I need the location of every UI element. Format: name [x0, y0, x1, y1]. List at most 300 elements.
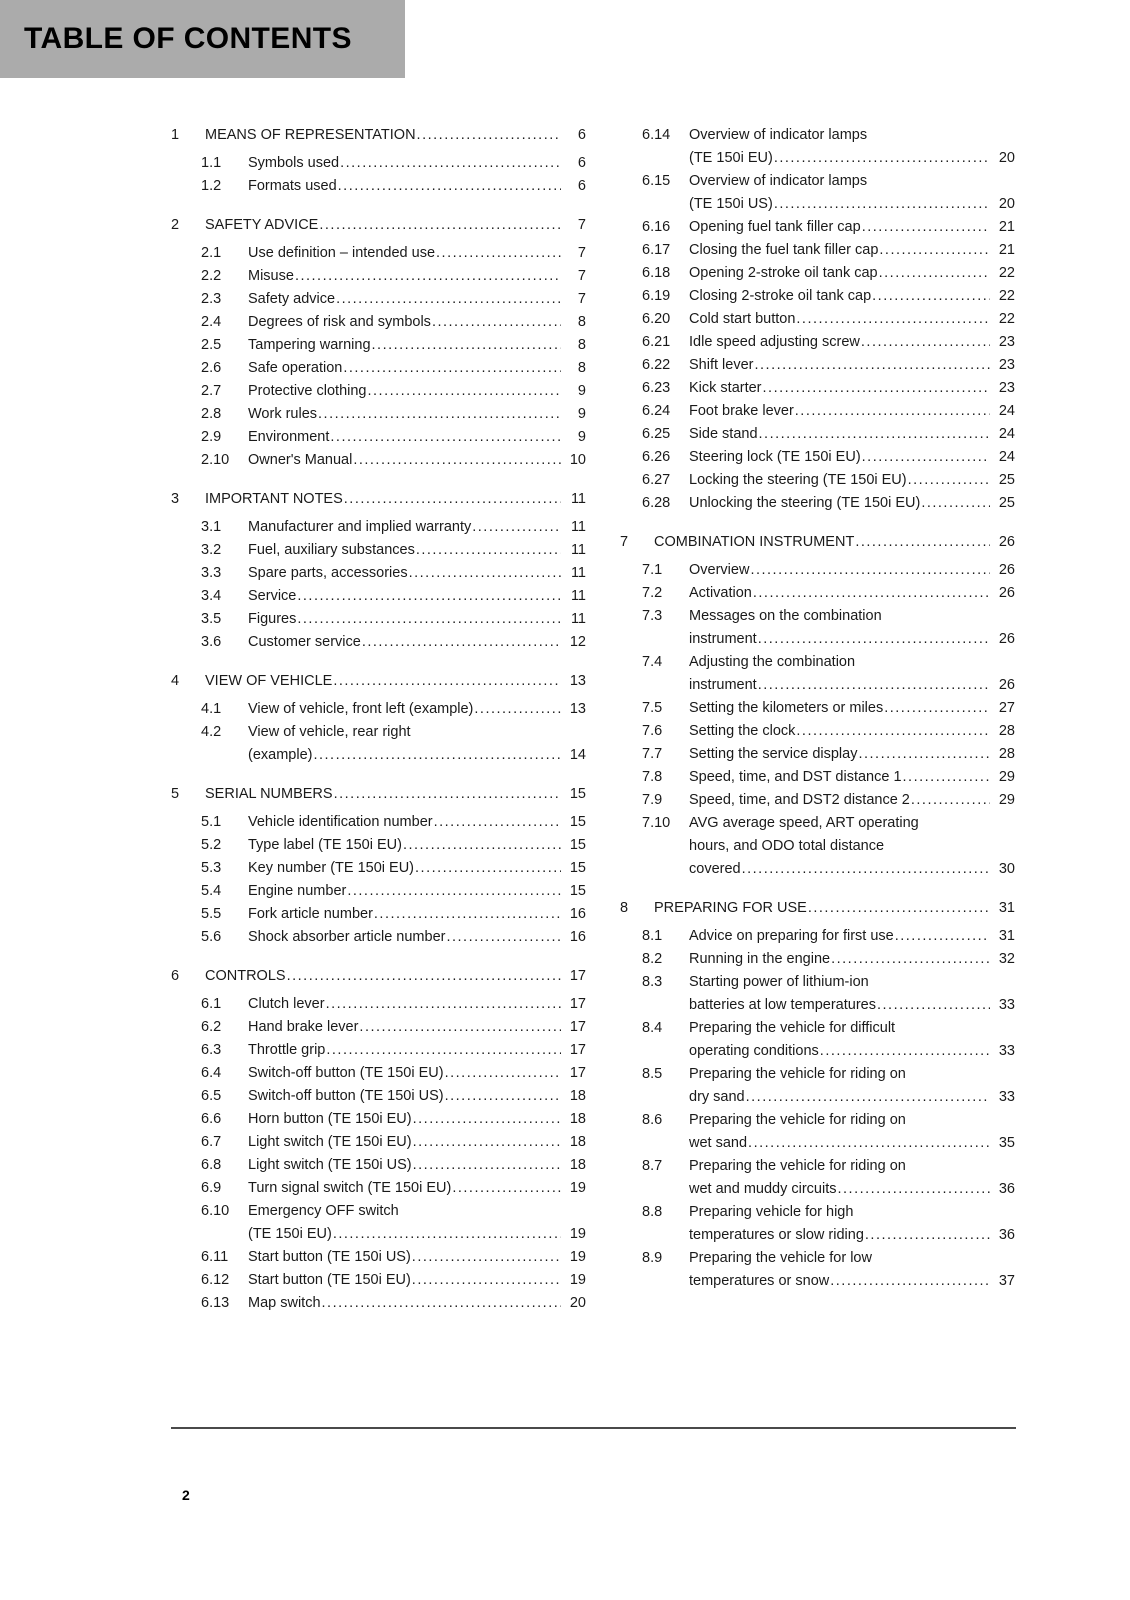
- toc-section-entry[interactable]: [171, 834, 586, 857]
- toc-section-entry[interactable]: [171, 539, 586, 562]
- toc-section-entry[interactable]: [171, 175, 586, 198]
- toc-section-entry[interactable]: [171, 857, 586, 880]
- toc-leader-line: [248, 562, 586, 585]
- toc-entry-page: 21: [998, 242, 1015, 258]
- toc-entry-page: 11: [570, 491, 586, 507]
- toc-entry-title: Idle speed adjusting screw: [689, 334, 860, 350]
- toc-entry-number: 6.13: [201, 1295, 230, 1311]
- toc-entry-title: Horn button (TE 150i EU): [248, 1111, 412, 1127]
- toc-entry-title-block: [248, 1062, 586, 1085]
- toc-entry-title-block: [248, 1154, 586, 1177]
- toc-section-entry[interactable]: [171, 1085, 586, 1108]
- toc-dot-leader: [336, 288, 561, 311]
- toc-entry-title-block: [248, 1039, 586, 1062]
- toc-entry-title: Shock absorber article number: [248, 929, 446, 945]
- toc-entry-number: 3.2: [201, 542, 222, 558]
- toc-dot-leader: [343, 357, 561, 380]
- toc-dot-leader: [774, 193, 990, 216]
- toc-entry-title-cont: (TE 150i EU): [248, 1226, 332, 1242]
- toc-leader-line: [689, 994, 1015, 1017]
- toc-dot-leader: [318, 403, 561, 426]
- toc-dot-leader: [884, 697, 990, 720]
- toc-section-entry[interactable]: [620, 559, 1015, 582]
- toc-entry-page: 17: [569, 1019, 586, 1035]
- toc-chapter-entry[interactable]: [171, 783, 586, 806]
- toc-entry-page: 26: [998, 677, 1015, 693]
- toc-entry-page: 33: [998, 1043, 1015, 1059]
- toc-section-entry[interactable]: [171, 1200, 586, 1246]
- toc-section-entry[interactable]: [620, 354, 1015, 377]
- toc-entry-page: 28: [998, 723, 1015, 739]
- toc-dot-leader: [830, 1270, 990, 1293]
- toc-leader-line: [248, 1062, 586, 1085]
- toc-title-line-2: [689, 835, 1015, 858]
- toc-entry-title: Kick starter: [689, 380, 762, 396]
- toc-entry-page: 25: [998, 495, 1015, 511]
- toc-entry-number: 8.5: [642, 1066, 663, 1082]
- toc-leader-line: [248, 449, 586, 472]
- toc-entry-page: 17: [569, 1042, 586, 1058]
- toc-entry-page: 9: [577, 406, 586, 422]
- toc-entry-title-block: [689, 948, 1015, 971]
- toc-dot-leader: [837, 1178, 990, 1201]
- toc-chapter-entry[interactable]: [171, 965, 586, 988]
- toc-entry-title: Foot brake lever: [689, 403, 794, 419]
- toc-section-entry[interactable]: [171, 1154, 586, 1177]
- toc-dot-leader: [877, 994, 990, 1017]
- toc-section-entry[interactable]: [171, 357, 586, 380]
- toc-entry-number: 6.27: [642, 472, 671, 488]
- toc-entry-title: Figures: [248, 611, 297, 627]
- toc-leader-line: [689, 858, 1015, 881]
- toc-leader-line: [689, 559, 1015, 582]
- toc-entry-title-block: [248, 265, 586, 288]
- toc-entry-page: 7: [577, 291, 586, 307]
- toc-entry-title-block: [689, 1247, 1015, 1293]
- toc-entry-title-block: [248, 903, 586, 926]
- toc-dot-leader: [409, 562, 561, 585]
- toc-section-entry[interactable]: [171, 698, 586, 721]
- toc-section-entry[interactable]: [620, 651, 1015, 697]
- toc-dot-leader: [858, 743, 990, 766]
- toc-leader-line: [689, 789, 1015, 812]
- toc-leader-line: [689, 354, 1015, 377]
- toc-section-entry[interactable]: [171, 1039, 586, 1062]
- toc-section-entry[interactable]: [620, 766, 1015, 789]
- toc-entry-number: 6.15: [642, 173, 671, 189]
- toc-section-entry[interactable]: [620, 377, 1015, 400]
- toc-section-entry[interactable]: [171, 1177, 586, 1200]
- toc-entry-page: 16: [569, 929, 586, 945]
- toc-entry-page: 36: [998, 1181, 1015, 1197]
- toc-entry-title-block: [689, 331, 1015, 354]
- toc-section-entry[interactable]: [171, 1131, 586, 1154]
- toc-leader-line: [248, 1269, 586, 1292]
- toc-entry-title-cont: temperatures or slow riding: [689, 1227, 864, 1243]
- toc-dot-leader: [446, 926, 561, 949]
- toc-dot-leader: [452, 1177, 561, 1200]
- toc-section-entry[interactable]: [620, 971, 1015, 1017]
- toc-entry-title-block: [248, 608, 586, 631]
- toc-entry-number: 6.6: [201, 1111, 222, 1127]
- toc-dot-leader: [748, 1132, 990, 1155]
- toc-leader-line: [689, 1040, 1015, 1063]
- toc-entry-number: 6.2: [201, 1019, 222, 1035]
- toc-entry-number: 3.6: [201, 634, 222, 650]
- toc-dot-leader: [340, 152, 561, 175]
- toc-chapter-entry[interactable]: [171, 124, 586, 147]
- toc-entry-title: Vehicle identification number: [248, 814, 433, 830]
- toc-entry-title: Tampering warning: [248, 337, 371, 353]
- toc-leader-line: [689, 720, 1015, 743]
- toc-entry-number: 6.4: [201, 1065, 222, 1081]
- toc-entry-page: 35: [998, 1135, 1015, 1151]
- toc-entry-page: 11: [570, 565, 586, 581]
- toc-section-entry[interactable]: [620, 469, 1015, 492]
- toc-entry-page: 20: [998, 196, 1015, 212]
- toc-entry-title: MEANS OF REPRESENTATION: [205, 127, 416, 143]
- toc-entry-page: 23: [998, 357, 1015, 373]
- toc-entry-title: VIEW OF VEHICLE: [205, 673, 333, 689]
- toc-section-entry[interactable]: [171, 1269, 586, 1292]
- toc-section-entry[interactable]: [620, 1063, 1015, 1109]
- toc-dot-leader: [855, 531, 990, 554]
- toc-entry-title-block: [248, 1269, 586, 1292]
- toc-chapter-entry[interactable]: [171, 214, 586, 237]
- toc-entry-number: 2.1: [201, 245, 222, 261]
- toc-section-entry[interactable]: [171, 311, 586, 334]
- toc-entry-title-block: [248, 242, 586, 265]
- toc-entry-title-cont: (TE 150i US): [689, 196, 773, 212]
- toc-leader-line: [248, 311, 586, 334]
- toc-dot-leader: [895, 925, 990, 948]
- toc-dot-leader: [434, 811, 561, 834]
- toc-section-entry[interactable]: [620, 285, 1015, 308]
- toc-column-right: [620, 124, 1015, 1293]
- toc-entry-title-block: [689, 469, 1015, 492]
- toc-entry-title: Protective clothing: [248, 383, 367, 399]
- toc-entry-title: Overview: [689, 562, 750, 578]
- toc-entry-title: Shift lever: [689, 357, 754, 373]
- toc-section-entry[interactable]: [620, 239, 1015, 262]
- toc-entry-number: 6.21: [642, 334, 671, 350]
- toc-section-entry[interactable]: [171, 903, 586, 926]
- toc-dot-leader: [879, 262, 990, 285]
- toc-entry-title: Preparing the vehicle for riding on: [689, 1066, 906, 1082]
- toc-leader-line: [205, 488, 586, 511]
- toc-entry-number: 6.14: [642, 127, 671, 143]
- toc-entry-title: Overview of indicator lamps: [689, 127, 868, 143]
- toc-entry-number: 7.10: [642, 815, 671, 831]
- toc-entry-title: Misuse: [248, 268, 294, 284]
- toc-section-entry[interactable]: [620, 789, 1015, 812]
- toc-section-entry[interactable]: [171, 721, 586, 767]
- toc-section-entry[interactable]: [620, 720, 1015, 743]
- toc-entry-title-block: [689, 697, 1015, 720]
- toc-entry-page: 8: [577, 360, 586, 376]
- toc-entry-number: 6: [171, 968, 180, 984]
- toc-dot-leader: [362, 631, 561, 654]
- toc-section-entry[interactable]: [171, 242, 586, 265]
- toc-entry-title-block: [654, 531, 1015, 554]
- toc-entry-page: 19: [569, 1272, 586, 1288]
- toc-section-entry[interactable]: [620, 582, 1015, 605]
- toc-entry-title: Closing 2-stroke oil tank cap: [689, 288, 872, 304]
- toc-section-entry[interactable]: [620, 170, 1015, 216]
- toc-entry-title-block: [248, 562, 586, 585]
- toc-section-entry[interactable]: [171, 880, 586, 903]
- toc-leader-line: [248, 426, 586, 449]
- toc-leader-line: [689, 743, 1015, 766]
- toc-entry-title-block: [205, 124, 586, 147]
- toc-chapter-entry[interactable]: [620, 531, 1015, 554]
- toc-entry-title: Light switch (TE 150i EU): [248, 1134, 412, 1150]
- toc-entry-title-block: [248, 698, 586, 721]
- toc-entry-title-block: [689, 1155, 1015, 1201]
- toc-entry-number: 2: [171, 217, 180, 233]
- toc-dot-leader: [774, 147, 990, 170]
- toc-entry-page: 24: [998, 426, 1015, 442]
- toc-section-entry[interactable]: [620, 1155, 1015, 1201]
- toc-entry-page: 26: [998, 562, 1015, 578]
- toc-entry-title-block: [689, 559, 1015, 582]
- toc-entry-title: Key number (TE 150i EU): [248, 860, 415, 876]
- toc-entry-title-block: [654, 897, 1015, 920]
- toc-section-entry[interactable]: [171, 152, 586, 175]
- toc-section-entry[interactable]: [171, 449, 586, 472]
- toc-section-entry[interactable]: [171, 993, 586, 1016]
- toc-leader-line: [689, 285, 1015, 308]
- toc-leader-line: [689, 1224, 1015, 1247]
- toc-entry-page: 26: [998, 631, 1015, 647]
- toc-entry-page: 22: [998, 288, 1015, 304]
- toc-dot-leader: [753, 582, 990, 605]
- toc-section-entry[interactable]: [171, 811, 586, 834]
- toc-dot-leader: [372, 334, 561, 357]
- toc-section-entry[interactable]: [620, 423, 1015, 446]
- toc-entry-title: Manufacturer and implied warranty: [248, 519, 472, 535]
- toc-leader-line: [689, 1132, 1015, 1155]
- toc-entry-title-block: [248, 631, 586, 654]
- toc-section-entry[interactable]: [620, 697, 1015, 720]
- toc-dot-leader: [445, 1062, 561, 1085]
- toc-dot-leader: [862, 446, 990, 469]
- toc-entry-number: 6.3: [201, 1042, 222, 1058]
- toc-section-entry[interactable]: [620, 400, 1015, 423]
- toc-section-entry[interactable]: [171, 1108, 586, 1131]
- toc-entry-title: Owner's Manual: [248, 452, 353, 468]
- toc-entry-title: Safe operation: [248, 360, 343, 376]
- toc-entry-page: 16: [569, 906, 586, 922]
- toc-entry-title: Fuel, auxiliary substances: [248, 542, 415, 558]
- toc-entry-title: Preparing the vehicle for riding on: [689, 1112, 906, 1128]
- toc-entry-title-block: [248, 1131, 586, 1154]
- toc-entry-title-cont: instrument: [689, 677, 757, 693]
- toc-entry-title-block: [248, 1246, 586, 1269]
- toc-entry-title-block: [205, 965, 586, 988]
- toc-leader-line: [205, 214, 586, 237]
- toc-dot-leader: [359, 1016, 561, 1039]
- toc-chapter-entry[interactable]: [620, 897, 1015, 920]
- toc-entry-number: 5.6: [201, 929, 222, 945]
- toc-section-entry[interactable]: [171, 426, 586, 449]
- toc-section-entry[interactable]: [171, 926, 586, 949]
- toc-leader-line: [248, 631, 586, 654]
- toc-entry-number: 8.1: [642, 928, 663, 944]
- toc-chapter-entry[interactable]: [171, 488, 586, 511]
- toc-entry-page: 26: [998, 534, 1015, 550]
- toc-dot-leader: [879, 239, 990, 262]
- toc-section-entry[interactable]: [620, 446, 1015, 469]
- toc-dot-leader: [472, 516, 561, 539]
- toc-section-entry[interactable]: [620, 308, 1015, 331]
- toc-entry-number: 7.4: [642, 654, 663, 670]
- toc-section-entry[interactable]: [620, 1017, 1015, 1063]
- toc-entry-title: Start button (TE 150i EU): [248, 1272, 411, 1288]
- toc-chapter-entry[interactable]: [171, 670, 586, 693]
- toc-entry-number: 7.8: [642, 769, 663, 785]
- toc-entry-title: Messages on the combination: [689, 608, 882, 624]
- toc-entry-title-block: [248, 539, 586, 562]
- toc-leader-line: [689, 193, 1015, 216]
- toc-entry-number: 1: [171, 127, 180, 143]
- toc-entry-page: 24: [998, 403, 1015, 419]
- toc-dot-leader: [374, 903, 561, 926]
- toc-dot-leader: [796, 720, 990, 743]
- toc-entry-page: 33: [998, 997, 1015, 1013]
- toc-entry-title: Engine number: [248, 883, 347, 899]
- toc-leader-line: [248, 152, 586, 175]
- toc-leader-line: [689, 766, 1015, 789]
- toc-dot-leader: [412, 1246, 561, 1269]
- toc-dot-leader: [326, 993, 561, 1016]
- toc-section-entry[interactable]: [620, 1109, 1015, 1155]
- toc-entry-title: Service: [248, 588, 297, 604]
- toc-leader-line: [248, 1016, 586, 1039]
- toc-leader-line: [248, 880, 586, 903]
- toc-section-entry[interactable]: [620, 492, 1015, 515]
- toc-entry-title-block: [689, 651, 1015, 697]
- toc-section-entry[interactable]: [171, 585, 586, 608]
- toc-dot-leader: [319, 214, 561, 237]
- toc-section-entry[interactable]: [171, 516, 586, 539]
- toc-entry-title: Adjusting the combination: [689, 654, 856, 670]
- toc-entry-title: Opening fuel tank filler cap: [689, 219, 861, 235]
- toc-entry-number: 7.1: [642, 562, 663, 578]
- toc-section-entry[interactable]: [620, 331, 1015, 354]
- toc-entry-number: 6.5: [201, 1088, 222, 1104]
- toc-section-entry[interactable]: [620, 743, 1015, 766]
- toc-section-entry[interactable]: [171, 631, 586, 654]
- toc-leader-line: [689, 469, 1015, 492]
- toc-entry-title: Fork article number: [248, 906, 373, 922]
- toc-entry-number: 5.2: [201, 837, 222, 853]
- toc-entry-title: Setting the service display: [689, 746, 858, 762]
- toc-leader-line: [689, 1270, 1015, 1293]
- toc-entry-title: PREPARING FOR USE: [654, 900, 807, 916]
- toc-column-left: [171, 124, 586, 1315]
- toc-entry-title-block: [689, 285, 1015, 308]
- toc-section-entry[interactable]: [171, 562, 586, 585]
- toc-leader-line: [689, 948, 1015, 971]
- toc-entry-page: 33: [998, 1089, 1015, 1105]
- toc-entry-title: Hand brake lever: [248, 1019, 359, 1035]
- toc-dot-leader: [326, 1039, 561, 1062]
- toc-leader-line: [248, 539, 586, 562]
- toc-dot-leader: [759, 423, 990, 446]
- toc-section-entry[interactable]: [620, 605, 1015, 651]
- toc-section-entry[interactable]: [171, 334, 586, 357]
- toc-dot-leader: [338, 175, 561, 198]
- toc-entry-title: Symbols used: [248, 155, 340, 171]
- toc-entry-title-block: [689, 377, 1015, 400]
- toc-entry-page: 6: [577, 127, 586, 143]
- toc-entry-page: 20: [998, 150, 1015, 166]
- toc-section-entry[interactable]: [620, 124, 1015, 170]
- toc-section-entry[interactable]: [620, 216, 1015, 239]
- toc-dot-leader: [763, 377, 990, 400]
- toc-entry-number: 8.6: [642, 1112, 663, 1128]
- toc-entry-number: 6.1: [201, 996, 222, 1012]
- toc-leader-line: [248, 242, 586, 265]
- toc-leader-line: [689, 925, 1015, 948]
- toc-entry-number: 6.24: [642, 403, 671, 419]
- toc-section-entry[interactable]: [171, 265, 586, 288]
- toc-entry-title-block: [248, 357, 586, 380]
- toc-entry-title-block: [689, 308, 1015, 331]
- toc-section-entry[interactable]: [171, 1016, 586, 1039]
- toc-section-entry[interactable]: [171, 403, 586, 426]
- toc-section-entry[interactable]: [620, 812, 1015, 881]
- toc-dot-leader: [417, 124, 561, 147]
- toc-title-line-1: [689, 1247, 1015, 1270]
- toc-section-entry[interactable]: [171, 1292, 586, 1315]
- toc-entry-page: 25: [998, 472, 1015, 488]
- toc-entry-number: 8.9: [642, 1250, 663, 1266]
- toc-section-entry[interactable]: [620, 925, 1015, 948]
- toc-dot-leader: [872, 285, 990, 308]
- toc-section-entry[interactable]: [171, 380, 586, 403]
- toc-leader-line: [248, 516, 586, 539]
- toc-dot-leader: [820, 1040, 990, 1063]
- toc-leader-line: [205, 124, 586, 147]
- toc-entry-title-cont: instrument: [689, 631, 757, 647]
- toc-entry-title-block: [248, 834, 586, 857]
- toc-section-entry[interactable]: [620, 948, 1015, 971]
- toc-section-entry[interactable]: [171, 608, 586, 631]
- toc-entry-title-cont: covered: [689, 861, 741, 877]
- toc-leader-line: [248, 288, 586, 311]
- toc-section-entry[interactable]: [171, 1246, 586, 1269]
- toc-section-entry[interactable]: [171, 288, 586, 311]
- toc-entry-title-cont: (example): [248, 747, 313, 763]
- toc-entry-title: Environment: [248, 429, 330, 445]
- toc-section-entry[interactable]: [620, 262, 1015, 285]
- toc-entry-page: 29: [998, 769, 1015, 785]
- toc-title-line-1: [689, 124, 1015, 147]
- toc-section-entry[interactable]: [171, 1062, 586, 1085]
- toc-dot-leader: [334, 783, 561, 806]
- toc-leader-line: [248, 1177, 586, 1200]
- toc-leader-line: [248, 811, 586, 834]
- toc-entry-page: 15: [569, 786, 586, 802]
- toc-dot-leader: [908, 469, 990, 492]
- toc-leader-line: [689, 377, 1015, 400]
- toc-entry-page: 10: [569, 452, 586, 468]
- toc-section-entry[interactable]: [620, 1201, 1015, 1247]
- toc-section-entry[interactable]: [620, 1247, 1015, 1293]
- toc-leader-line: [248, 698, 586, 721]
